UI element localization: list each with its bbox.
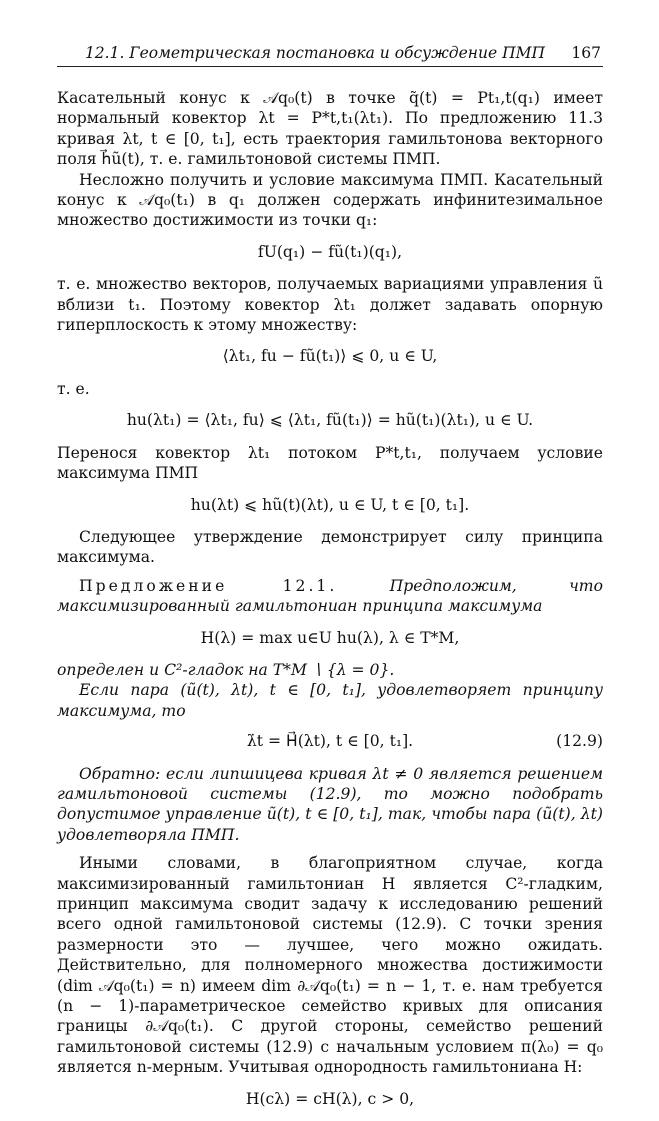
paragraph-ie: т. е.	[57, 379, 90, 398]
converse-text: : если липшицева кривая λt ≠ 0 является решением гамильтоновой системы (12.9), то можно подобрать допустимое управление ũ(t), t ∈ [0, t₁], так, чтобы пара (ũ(t), λt) удовлетворяла ПМП.	[57, 764, 603, 844]
proposition-smoothness: определен и C²-гладок на T*M ∖ {λ = 0}.	[57, 660, 395, 679]
formula-reachable-set: fU(q₁) − fũ(t₁)(q₁),	[257, 242, 403, 261]
equation-number: (12.9)	[556, 732, 603, 751]
proposition-converse	[57, 764, 603, 846]
header-title: 12.1. Геометрическая постановка и обсуждение ПМП	[84, 44, 545, 62]
paragraph-dimension-argument: Иными словами, в благоприятном случае, когда максимизированный гамильтониан H является C²-гладким, принцип максимума сводит задачу к исследованию решений всего одной гамильтоновой системы (12.9). С точки зрения размерности это — лучшее, чего можно ожидать. Действительно, для полномерного множества достижимости (dim 𝒜q₀(t₁) = n) имеем dim ∂𝒜q₀(t₁) = n − 1, т. е. нам требуется (n − 1)-параметрическое семейство кривых для описания границы ∂𝒜q₀(t₁). С другой стороны, семейство решений гамильтоновой системы (12.9) с начальным условием π(λ₀) = q₀ является n-мерным. Учитывая однородность гамильтониана H:	[57, 854, 603, 1077]
formula-hamiltonian-inequality: hu(λt₁) = ⟨λt₁, fu⟩ ⩽ ⟨λt₁, fũ(t₁)⟩ = hũ(t₁)(λt₁), u ∈ U.	[126, 411, 534, 430]
converse-label: Обратно	[79, 764, 156, 783]
formula-maximum-condition: hu(λt) ⩽ hũ(t)(λt), u ∈ U, t ∈ [0, t₁].	[190, 495, 470, 514]
proposition-text: Предположим, что максимизированный гамильтониан принципа максимума	[57, 576, 603, 616]
paragraph-maximum-condition: Несложно получить и условие максимума ПМП. Касательный конус к 𝒜q₀(t₁) в q₁ должен содержать инфинитезимальное множество достижимости из точки q₁:	[57, 170, 603, 230]
formula-hamiltonian-system	[57, 731, 603, 751]
running-header	[57, 40, 603, 67]
page-number: 167	[571, 44, 601, 62]
proposition-intro	[57, 576, 603, 617]
paragraph-transport-covector: Перенося ковектор λt₁ потоком P*t,t₁, получаем условие максимума ПМП	[57, 443, 603, 483]
paragraph-tangent-cone: Касательный конус к 𝒜q₀(t) в точке q̃(t) = Pt₁,t(q₁) имеет нормальный ковектор λt = P*t,t₁(λt₁). По предложению 11.3 кривая λt, t ∈ [0, t₁], есть траектория гамильтонова векторного поля h⃗ũ(t), т. е. гамильтоновой системы ПМП.	[57, 89, 603, 169]
paragraph-statement-intro: Следующее утверждение демонстрирует силу принципа максимума.	[57, 527, 603, 567]
formula-support-hyperplane: ⟨λt₁, fu − fũ(t₁)⟩ ⩽ 0, u ∈ U,	[222, 347, 438, 366]
formula-homogeneity: H(cλ) = cH(λ), c > 0,	[245, 1089, 415, 1108]
proposition-label: Предложение 12.1.	[79, 576, 338, 595]
proposition-if-pair: Если пара (ũ(t), λt), t ∈ [0, t₁], удовлетворяет принципу максимума, то	[57, 681, 603, 720]
page	[57, 40, 603, 1108]
equation-body: λ̇t = H⃗(λt), t ∈ [0, t₁].	[246, 732, 414, 751]
paragraph-variations: т. е. множество векторов, получаемых вариациями управления ũ вблизи t₁. Поэтому ковектор λt₁ должет задавать опорную гиперплоскость к этому множеству:	[57, 275, 603, 335]
formula-max-hamiltonian: H(λ) = max u∈U hu(λ), λ ∈ T*M,	[200, 628, 460, 647]
page-body	[57, 88, 603, 1121]
